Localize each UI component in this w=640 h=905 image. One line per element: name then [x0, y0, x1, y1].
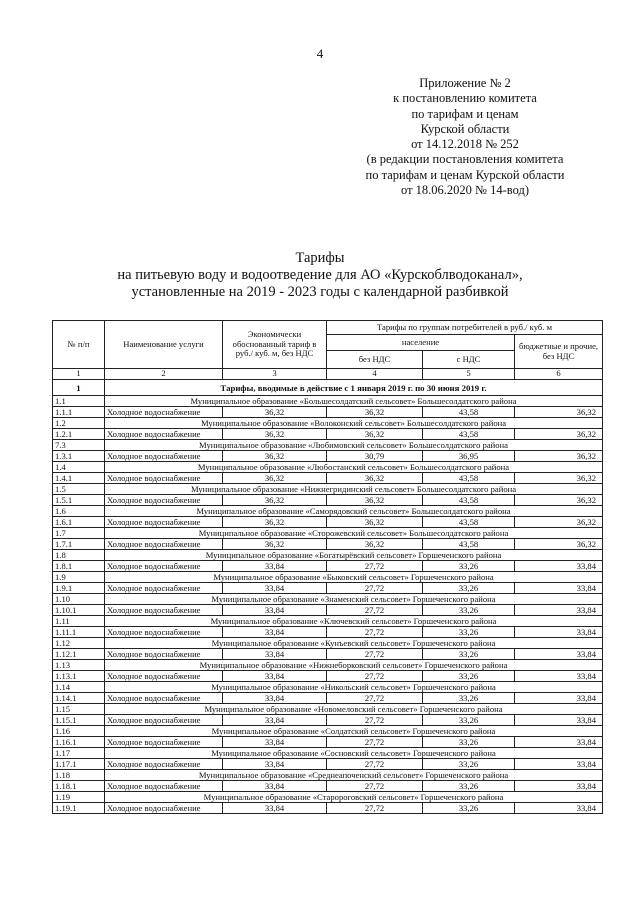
table-row [53, 429, 603, 440]
row-with-vat: 43,58 [423, 517, 515, 528]
col-number: 1 [53, 369, 105, 380]
municipality-name: Муниципальное образование «Любостанский сельсовет» Большесолдатского района [105, 462, 603, 473]
row-no-vat: 36,32 [327, 407, 423, 418]
header-population: население [327, 335, 515, 351]
row-with-vat: 33,26 [423, 583, 515, 594]
municipality-num: 1.17 [53, 748, 105, 759]
table-row [53, 803, 603, 814]
row-num: 1.8.1 [53, 561, 105, 572]
row-budget: 33,84 [515, 737, 603, 748]
row-service: Холодное водоснабжение [105, 451, 223, 462]
header-with-vat: с НДС [423, 351, 515, 369]
row-no-vat: 27,72 [327, 803, 423, 814]
row-num: 1.13.1 [53, 671, 105, 682]
municipality-name: Муниципальное образование «Нижнегридинский сельсовет» Большесолдатского района [105, 484, 603, 495]
municipality-name: Муниципальное образование «Старороговский сельсовет» Горшеченского района [105, 792, 603, 803]
municipality-num: 1.18 [53, 770, 105, 781]
row-no-vat: 27,72 [327, 605, 423, 616]
row-num: 1.18.1 [53, 781, 105, 792]
row-no-vat: 36,32 [327, 429, 423, 440]
row-num: 1.2.1 [53, 429, 105, 440]
row-num: 1.15.1 [53, 715, 105, 726]
table-row [53, 759, 603, 770]
municipality-row [53, 638, 603, 649]
row-num: 1.7.1 [53, 539, 105, 550]
municipality-name: Муниципальное образование «Нижнеборковский сельсовет» Горшеченского района [105, 660, 603, 671]
annex-line: от 14.12.2018 № 252 [411, 137, 519, 152]
section-label: Тарифы, вводимые в действие с 1 января 2019 г. по 30 июня 2019 г. [105, 380, 603, 396]
table-row [53, 451, 603, 462]
table-row [53, 473, 603, 484]
row-budget: 33,84 [515, 715, 603, 726]
row-service: Холодное водоснабжение [105, 671, 223, 682]
annex-line: Курской области [420, 121, 510, 136]
municipality-num: 1.4 [53, 462, 105, 473]
row-service: Холодное водоснабжение [105, 759, 223, 770]
table-row [53, 781, 603, 792]
row-service: Холодное водоснабжение [105, 429, 223, 440]
row-with-vat: 33,26 [423, 781, 515, 792]
table-body [53, 380, 603, 814]
row-with-vat: 33,26 [423, 671, 515, 682]
row-service: Холодное водоснабжение [105, 693, 223, 704]
row-service: Холодное водоснабжение [105, 627, 223, 638]
header-budget: бюджетные и прочие, без НДС [515, 335, 603, 369]
municipality-num: 1.10 [53, 594, 105, 605]
municipality-num: 1.11 [53, 616, 105, 627]
row-economic: 33,84 [223, 693, 327, 704]
table-row [53, 561, 603, 572]
row-num: 1.19.1 [53, 803, 105, 814]
table-row [53, 671, 603, 682]
annex-line: Приложение № 2 [419, 76, 511, 90]
municipality-name: Муниципальное образование «Саморядовский сельсовет» Большесолдатского района [105, 506, 603, 517]
row-service: Холодное водоснабжение [105, 539, 223, 550]
row-service: Холодное водоснабжение [105, 495, 223, 506]
tariff-table [52, 320, 603, 814]
header-groups: Тарифы по группам потребителей в руб./ куб. м [327, 321, 603, 335]
col-number: 4 [327, 369, 423, 380]
col-number: 5 [423, 369, 515, 380]
table-row [53, 693, 603, 704]
municipality-row [53, 528, 603, 539]
row-budget: 33,84 [515, 649, 603, 660]
table-row [53, 627, 603, 638]
row-with-vat: 33,26 [423, 561, 515, 572]
row-economic: 36,32 [223, 473, 327, 484]
row-no-vat: 27,72 [327, 781, 423, 792]
row-economic: 36,32 [223, 451, 327, 462]
municipality-num: 1.1 [53, 396, 105, 407]
row-num: 1.4.1 [53, 473, 105, 484]
page-number: 4 [316, 46, 324, 61]
municipality-num: 1.6 [53, 506, 105, 517]
row-service: Холодное водоснабжение [105, 737, 223, 748]
row-budget: 33,84 [515, 671, 603, 682]
row-no-vat: 36,32 [327, 495, 423, 506]
table-row [53, 495, 603, 506]
municipality-row [53, 770, 603, 781]
annex-header [340, 76, 590, 198]
row-service: Холодное водоснабжение [105, 781, 223, 792]
row-no-vat: 36,32 [327, 539, 423, 550]
table-row [53, 539, 603, 550]
municipality-name: Муниципальное образование «Новомеловский сельсовет» Горшеченского района [105, 704, 603, 715]
row-budget: 33,84 [515, 605, 603, 616]
row-service: Холодное водоснабжение [105, 473, 223, 484]
table-row [53, 407, 603, 418]
row-economic: 33,84 [223, 803, 327, 814]
municipality-num: 7.3 [53, 440, 105, 451]
row-no-vat: 27,72 [327, 693, 423, 704]
row-no-vat: 27,72 [327, 561, 423, 572]
row-num: 1.11.1 [53, 627, 105, 638]
municipality-num: 1.2 [53, 418, 105, 429]
row-economic: 33,84 [223, 759, 327, 770]
document-title [60, 250, 580, 301]
title-line: на питьевую воду и водоотведение для АО «Курскоблводоканал», [117, 267, 523, 283]
row-with-vat: 33,26 [423, 737, 515, 748]
row-budget: 33,84 [515, 583, 603, 594]
row-no-vat: 27,72 [327, 649, 423, 660]
row-no-vat: 27,72 [327, 671, 423, 682]
row-num: 1.10.1 [53, 605, 105, 616]
row-with-vat: 33,26 [423, 759, 515, 770]
row-no-vat: 30,79 [327, 451, 423, 462]
row-num: 1.1.1 [53, 407, 105, 418]
row-service: Холодное водоснабжение [105, 583, 223, 594]
section-row [53, 380, 603, 396]
municipality-row [53, 440, 603, 451]
row-with-vat: 36,95 [423, 451, 515, 462]
row-with-vat: 33,26 [423, 605, 515, 616]
row-num: 1.6.1 [53, 517, 105, 528]
col-number: 6 [515, 369, 603, 380]
row-economic: 33,84 [223, 561, 327, 572]
row-no-vat: 27,72 [327, 759, 423, 770]
row-budget: 36,32 [515, 495, 603, 506]
row-budget: 36,32 [515, 473, 603, 484]
row-budget: 36,32 [515, 451, 603, 462]
row-service: Холодное водоснабжение [105, 715, 223, 726]
municipality-row [53, 682, 603, 693]
col-number: 2 [105, 369, 223, 380]
municipality-row [53, 616, 603, 627]
title-line: установленные на 2019 - 2023 годы с календарной разбивкой [131, 284, 509, 300]
municipality-num: 1.15 [53, 704, 105, 715]
municipality-num: 1.8 [53, 550, 105, 561]
row-economic: 33,84 [223, 583, 327, 594]
annex-line: по тарифам и ценам [411, 106, 519, 121]
row-num: 1.3.1 [53, 451, 105, 462]
annex-line: (в редакции постановления комитета [366, 152, 564, 167]
row-num: 1.16.1 [53, 737, 105, 748]
row-with-vat: 43,58 [423, 473, 515, 484]
municipality-name: Муниципальное образование «Кунъевский сельсовет» Горшеченского района [105, 638, 603, 649]
row-economic: 33,84 [223, 627, 327, 638]
table-row [53, 583, 603, 594]
row-service: Холодное водоснабжение [105, 605, 223, 616]
municipality-name: Муниципальное образование «Большесолдатский сельсовет» Большесолдатского района [105, 396, 603, 407]
row-economic: 36,32 [223, 495, 327, 506]
annex-line: от 18.06.2020 № 14-вод) [401, 183, 529, 198]
row-budget: 36,32 [515, 407, 603, 418]
row-num: 1.5.1 [53, 495, 105, 506]
table-row [53, 715, 603, 726]
row-num: 1.9.1 [53, 583, 105, 594]
row-budget: 33,84 [515, 759, 603, 770]
title-line: Тарифы [295, 250, 345, 266]
municipality-name: Муниципальное образование «Быковский сельсовет» Горшеченского района [105, 572, 603, 583]
municipality-row [53, 550, 603, 561]
municipality-name: Муниципальное образование «Ключевский сельсовет» Горшеченского района [105, 616, 603, 627]
row-budget: 36,32 [515, 517, 603, 528]
municipality-row [53, 660, 603, 671]
row-service: Холодное водоснабжение [105, 561, 223, 572]
municipality-name: Муниципальное образование «Сторожевский сельсовет» Большесолдатского района [105, 528, 603, 539]
table-row [53, 517, 603, 528]
municipality-row [53, 594, 603, 605]
row-economic: 36,32 [223, 539, 327, 550]
header-service: Наименование услуги [105, 321, 223, 369]
row-budget: 33,84 [515, 561, 603, 572]
municipality-name: Муниципальное образование «Сосновский сельсовет» Горшеченского района [105, 748, 603, 759]
row-num: 1.17.1 [53, 759, 105, 770]
municipality-name: Муниципальное образование «Богатырёвский сельсовет» Горшеченского района [105, 550, 603, 561]
row-budget: 33,84 [515, 781, 603, 792]
municipality-row [53, 792, 603, 803]
annex-line: к постановлению комитета [393, 91, 537, 106]
row-no-vat: 27,72 [327, 627, 423, 638]
row-budget: 33,84 [515, 693, 603, 704]
row-no-vat: 36,32 [327, 473, 423, 484]
municipality-row [53, 704, 603, 715]
municipality-row [53, 748, 603, 759]
row-budget: 33,84 [515, 627, 603, 638]
municipality-name: Муниципальное образование «Знаменский сельсовет» Горшеченского района [105, 594, 603, 605]
row-economic: 33,84 [223, 605, 327, 616]
table-row [53, 605, 603, 616]
row-economic: 33,84 [223, 671, 327, 682]
row-no-vat: 36,32 [327, 517, 423, 528]
municipality-row [53, 726, 603, 737]
row-no-vat: 27,72 [327, 583, 423, 594]
row-economic: 36,32 [223, 429, 327, 440]
row-economic: 33,84 [223, 781, 327, 792]
municipality-num: 1.7 [53, 528, 105, 539]
row-num: 1.12.1 [53, 649, 105, 660]
row-no-vat: 27,72 [327, 737, 423, 748]
municipality-row [53, 572, 603, 583]
row-budget: 36,32 [515, 539, 603, 550]
row-with-vat: 33,26 [423, 649, 515, 660]
municipality-name: Муниципальное образование «Никольский сельсовет» Горшеченского района [105, 682, 603, 693]
row-budget: 36,32 [515, 429, 603, 440]
row-with-vat: 33,26 [423, 803, 515, 814]
municipality-num: 1.16 [53, 726, 105, 737]
row-with-vat: 33,26 [423, 715, 515, 726]
municipality-row [53, 396, 603, 407]
municipality-num: 1.19 [53, 792, 105, 803]
header-no-vat: без НДС [327, 351, 423, 369]
section-num: 1 [53, 380, 105, 396]
municipality-num: 1.12 [53, 638, 105, 649]
row-budget: 33,84 [515, 803, 603, 814]
municipality-num: 1.9 [53, 572, 105, 583]
row-service: Холодное водоснабжение [105, 803, 223, 814]
municipality-name: Муниципальное образование «Волоконский сельсовет» Большесолдатского района [105, 418, 603, 429]
row-economic: 36,32 [223, 517, 327, 528]
municipality-row [53, 418, 603, 429]
municipality-row [53, 506, 603, 517]
row-no-vat: 27,72 [327, 715, 423, 726]
row-economic: 33,84 [223, 649, 327, 660]
header-economic: Экономически обоснованный тариф в руб./ куб. м, без НДС [223, 321, 327, 369]
row-with-vat: 43,58 [423, 429, 515, 440]
table-row [53, 737, 603, 748]
row-num: 1.14.1 [53, 693, 105, 704]
annex-line: по тарифам и ценам Курской области [365, 167, 565, 182]
row-with-vat: 43,58 [423, 407, 515, 418]
row-service: Холодное водоснабжение [105, 517, 223, 528]
municipality-num: 1.5 [53, 484, 105, 495]
row-service: Холодное водоснабжение [105, 649, 223, 660]
row-service: Холодное водоснабжение [105, 407, 223, 418]
row-with-vat: 43,58 [423, 539, 515, 550]
municipality-num: 1.14 [53, 682, 105, 693]
row-economic: 33,84 [223, 715, 327, 726]
municipality-num: 1.13 [53, 660, 105, 671]
row-with-vat: 33,26 [423, 693, 515, 704]
municipality-name: Муниципальное образование «Солдатский сельсовет» Горшеченского района [105, 726, 603, 737]
table-row [53, 649, 603, 660]
col-number: 3 [223, 369, 327, 380]
row-with-vat: 33,26 [423, 627, 515, 638]
row-economic: 36,32 [223, 407, 327, 418]
municipality-name: Муниципальное образование «Любимовский сельсовет» Большесолдатского района [105, 440, 603, 451]
municipality-row [53, 484, 603, 495]
header-num: № п/п [53, 321, 105, 369]
municipality-name: Муниципальное образование «Среднеапоченский сельсовет» Горшеченского района [105, 770, 603, 781]
row-with-vat: 43,58 [423, 495, 515, 506]
municipality-row [53, 462, 603, 473]
row-economic: 33,84 [223, 737, 327, 748]
